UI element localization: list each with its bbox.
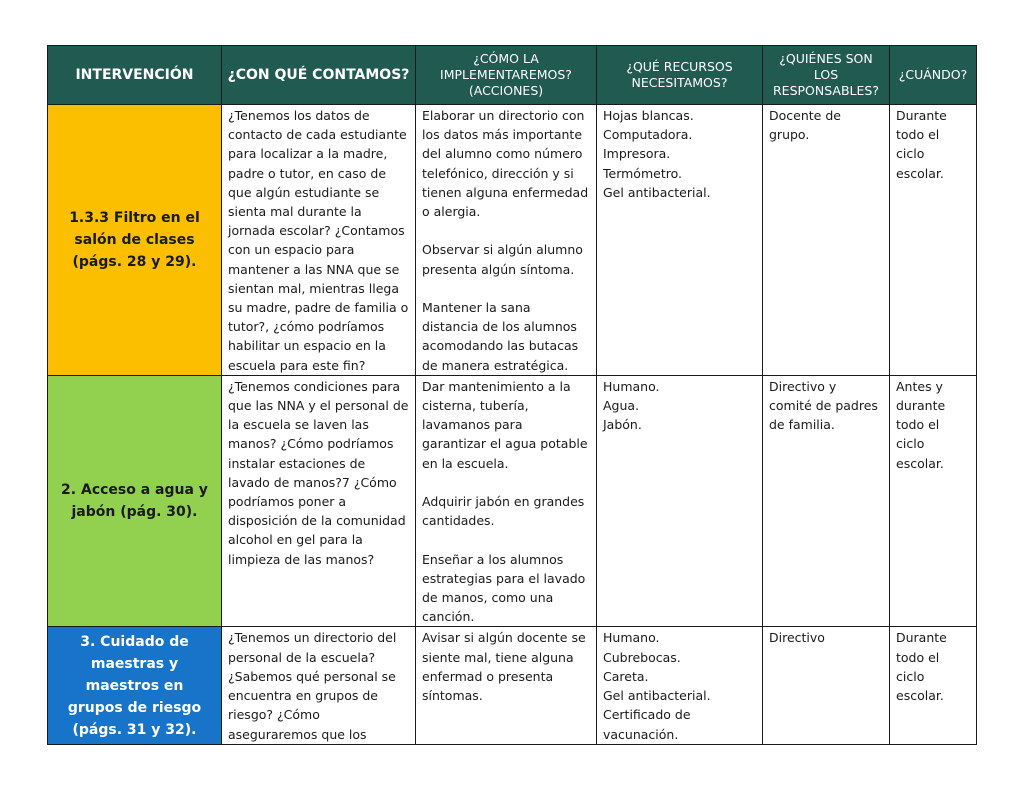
table-row xyxy=(48,375,977,627)
intervention-cell: 1.3.3 Filtro en el salón de clases (págs. 28 y 29). xyxy=(48,105,222,376)
con-que-contamos-cell: ¿Tenemos los datos de contacto de cada estudiante para localizar a la madre, padre o tutor, en caso de que algún estudiante se sienta mal durante la jornada escolar? ¿Contamos con un espacio para mantener a las NNA que se sientan mal, mientras llega su madre, padre de familia o tutor?, ¿cómo podríamos habilitar un espacio en la escuela para este fin? xyxy=(222,105,416,376)
acciones-cell: Avisar si algún docente se siente mal, tiene alguna enfermad o presenta síntomas. xyxy=(416,627,597,744)
table-row xyxy=(48,105,977,376)
cuando-cell: Durante todo el ciclo escolar. xyxy=(890,105,977,376)
acciones-cell: Elaborar un directorio con los datos más importante del alumno como número telefónico, dirección y si tienen alguna enfermedad o alergia. Observar si algún alumno presenta algún síntoma. Mantener la sana distancia de los alumnos acomodando las butacas de manera estratégica. xyxy=(416,105,597,376)
header-row xyxy=(48,46,977,105)
responsables-cell: Directivo xyxy=(763,627,890,744)
table-row xyxy=(48,627,977,744)
header-quienes-responsables: ¿QUIÉNES SON LOS RESPONSABLES? xyxy=(763,46,890,105)
header-que-recursos: ¿QUÉ RECURSOS NECESITAMOS? xyxy=(597,46,763,105)
con-que-contamos-cell: ¿Tenemos un directorio del personal de la escuela? ¿Sabemos qué personal se encuentra en grupos de riesgo? ¿Cómo aseguraremos que los xyxy=(222,627,416,744)
intervention-cell: 3. Cuidado de maestras y maestros en grupos de riesgo (págs. 31 y 32). xyxy=(48,627,222,744)
responsables-cell: Docente de grupo. xyxy=(763,105,890,376)
responsables-cell: Directivo y comité de padres de familia. xyxy=(763,375,890,627)
header-intervencion: INTERVENCIÓN xyxy=(48,46,222,105)
cuando-cell: Durante todo el ciclo escolar. xyxy=(890,627,977,744)
header-como-implementaremos: ¿CÓMO LA IMPLEMENTAREMOS? (ACCIONES) xyxy=(416,46,597,105)
intervention-plan-table xyxy=(47,45,977,745)
header-cuando: ¿CUÁNDO? xyxy=(890,46,977,105)
acciones-cell: Dar mantenimiento a la cisterna, tubería, lavamanos para garantizar el agua potable en la escuela. Adquirir jabón en grandes cantidades. Enseñar a los alumnos estrategias para el lavado de manos, como una canción. xyxy=(416,375,597,627)
recursos-cell: Humano. Cubrebocas. Careta. Gel antibacterial. Certificado de vacunación. xyxy=(597,627,763,744)
con-que-contamos-cell: ¿Tenemos condiciones para que las NNA y el personal de la escuela se laven las manos? ¿Cómo podríamos instalar estaciones de lavado de manos?7 ¿Cómo podríamos poner a disposición de la comunidad alcohol en gel para la limpieza de las manos? xyxy=(222,375,416,627)
recursos-cell: Hojas blancas. Computadora. Impresora. Termómetro. Gel antibacterial. xyxy=(597,105,763,376)
cuando-cell: Antes y durante todo el ciclo escolar. xyxy=(890,375,977,627)
recursos-cell: Humano. Agua. Jabón. xyxy=(597,375,763,627)
intervention-cell: 2. Acceso a agua y jabón (pág. 30). xyxy=(48,375,222,627)
header-con-que-contamos: ¿CON QUÉ CONTAMOS? xyxy=(222,46,416,105)
